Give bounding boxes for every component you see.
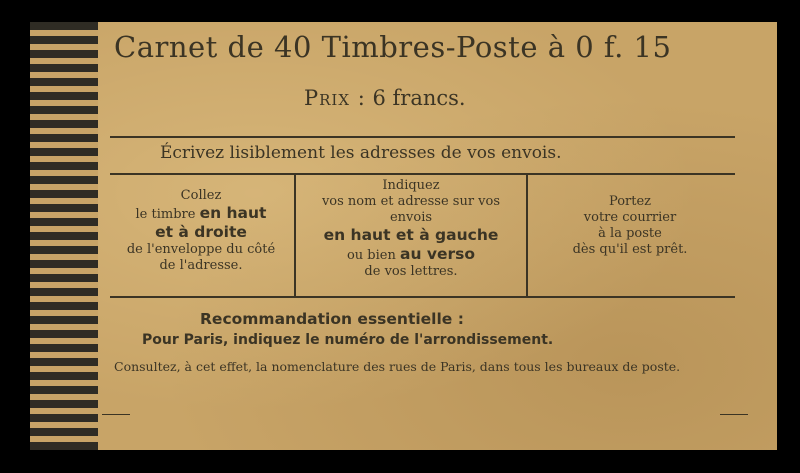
col2-line2: vos nom et adresse sur vos	[321, 194, 501, 209]
price-line	[304, 86, 466, 110]
col1-line3: de l'enveloppe du côté	[126, 242, 276, 257]
col2-line1: Indiquez	[382, 178, 440, 193]
column-post-office	[530, 194, 730, 258]
column-divider-right	[526, 175, 528, 296]
col3-line2: votre courrier	[583, 210, 677, 225]
col2-line3: envois	[389, 210, 433, 225]
perforation-mark-left	[102, 414, 130, 415]
column-divider-left	[294, 175, 296, 296]
col1-bold2: et à droite	[155, 223, 247, 241]
consult-text: Consultez, à cet effet, la nomenclature des rues de Paris, dans tous les bureaux de poste.	[114, 359, 681, 374]
middle-rule	[110, 173, 735, 175]
perforation-mark-right	[720, 414, 748, 415]
price-value: 6 francs.	[372, 86, 466, 110]
col3-line1: Portez	[608, 194, 652, 209]
col1-line4: de l'adresse.	[159, 258, 243, 273]
instruction-text: Écrivez lisiblement les adresses de vos envois.	[160, 143, 562, 163]
col2-line4: ou bien	[346, 248, 396, 263]
col3-line4: dès qu'il est prêt.	[572, 242, 688, 257]
price-label: Prix :	[304, 86, 366, 110]
column-stamp-placement	[112, 188, 290, 274]
col2-line5: de vos lettres.	[364, 264, 458, 279]
col1-line1: Collez	[180, 188, 222, 203]
booklet-title: Carnet de 40 Timbres-Poste à 0 f. 15	[114, 30, 672, 64]
col3-line3: à la poste	[598, 226, 662, 241]
top-rule	[110, 136, 735, 138]
col2-bold2: au verso	[400, 245, 476, 263]
column-sender-address	[298, 178, 524, 280]
col1-bold1: en haut	[199, 204, 267, 222]
col2-bold1: en haut et à gauche	[323, 226, 499, 244]
bottom-rule	[110, 296, 735, 298]
col1-line2: le timbre	[135, 207, 196, 222]
striped-margin	[30, 22, 98, 450]
recommendation-title: Recommandation essentielle :	[200, 310, 464, 328]
paris-note: Pour Paris, indiquez le numéro de l'arrondissement.	[142, 332, 554, 348]
stamp-booklet-cover	[30, 22, 777, 450]
